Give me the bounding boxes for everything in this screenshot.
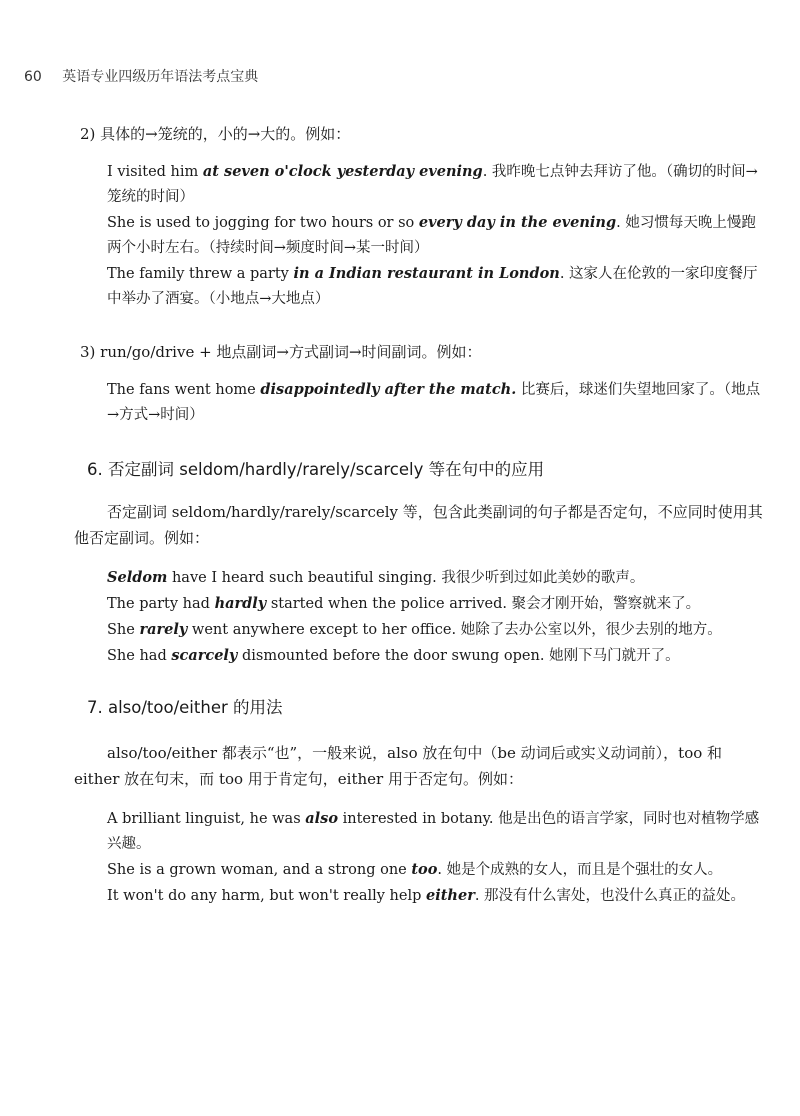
sentence-text: . 我昨晚七点钟去拜访了他。（确切的时间→笼统的时间） — [107, 164, 758, 205]
emphasized-phrase: hardly — [214, 595, 267, 612]
example-sentence — [107, 617, 767, 643]
emphasized-phrase: either — [426, 887, 475, 904]
page-header — [24, 66, 258, 86]
sentence-text: went anywhere except to her office. 她除了去办公室以外，很少去别的地方。 — [187, 622, 722, 638]
sentence-text: . 那没有什么害处，也没什么真正的益处。 — [474, 888, 746, 904]
sentence-text: The family threw a party — [107, 266, 294, 282]
emphasized-phrase: rarely — [139, 621, 188, 638]
section-heading-6: 6. 否定副词 seldom/hardly/rarely/scarcely 等在句中的应用 — [87, 460, 545, 479]
example-block-2 — [107, 159, 767, 312]
example-sentence — [107, 806, 767, 857]
sentence-text: dismounted before the door swung open. 她刚下马门就开了。 — [237, 648, 680, 664]
item-heading-2: 2) 具体的→笼统的，小的→大的。例如： — [80, 125, 351, 143]
sentence-text: It won't do any harm, but won't really help — [107, 888, 426, 904]
section-intro-7 — [74, 740, 766, 792]
example-sentence — [107, 565, 767, 591]
example-sentence — [107, 857, 767, 883]
example-block-6 — [107, 565, 767, 669]
sentence-text: She is used to jogging for two hours or so — [107, 215, 419, 231]
section-intro-6 — [74, 499, 766, 551]
emphasized-phrase: in a Indian restaurant in London — [293, 265, 560, 282]
sentence-text: . 这家人在伦敦的一家印度餐厅中举办了酒宴。（小地点→大地点） — [107, 266, 758, 307]
emphasized-phrase: Seldom — [107, 569, 168, 586]
section-intro-7-text: also/too/either 都表示“也”，一般来说，also 放在句中（be 动词后或实义动词前），too 和 either 放在句末，而 too 用于肯定句，either 用于否定句。例如： — [74, 744, 723, 788]
sentence-text: have I heard such beautiful singing. 我很少听到过如此美妙的歌声。 — [167, 570, 645, 586]
sentence-text: She — [107, 622, 140, 638]
sentence-text: The fans went home — [107, 382, 261, 398]
book-title: 英语专业四级历年语法考点宝典 — [62, 69, 259, 85]
sentence-text: The party had — [107, 596, 215, 612]
item-heading-3: 3) run/go/drive + 地点副词→方式副词→时间副词。例如： — [80, 343, 482, 361]
sentence-text: 比赛后，球迷们失望地回家了。（地点→方式→时间） — [107, 382, 761, 423]
sentence-text: A brilliant linguist, he was — [107, 811, 306, 827]
example-sentence — [107, 643, 767, 669]
example-sentence — [107, 261, 767, 312]
sentence-text: started when the police arrived. 聚会才刚开始，警察就来了。 — [266, 596, 701, 612]
example-block-3 — [107, 377, 767, 428]
sentence-text: . 她习惯每天晚上慢跑两个小时左右。（持续时间→频度时间→某一时间） — [107, 215, 756, 256]
example-sentence — [107, 159, 767, 210]
sentence-text: She had — [107, 648, 172, 664]
emphasized-phrase: every day in the evening — [418, 214, 617, 231]
emphasized-phrase: also — [305, 810, 339, 827]
page-number: 60 — [24, 69, 42, 85]
example-sentence — [107, 210, 767, 261]
sentence-text: interested in botany. 他是出色的语言学家，同时也对植物学感兴趣。 — [107, 811, 760, 852]
sentence-text: I visited him — [107, 164, 203, 180]
example-sentence — [107, 377, 767, 428]
section-heading-7: 7. also/too/either 的用法 — [87, 698, 283, 717]
emphasized-phrase: at seven o'clock yesterday evening — [202, 163, 483, 180]
sentence-text: She is a grown woman, and a strong one — [107, 862, 412, 878]
example-sentence — [107, 591, 767, 617]
emphasized-phrase: too — [411, 861, 438, 878]
emphasized-phrase: scarcely — [171, 647, 238, 664]
sentence-text: . 她是个成熟的女人，而且是个强壮的女人。 — [437, 862, 723, 878]
section-intro-6-text: 否定副词 seldom/hardly/rarely/scarcely 等，包含此类副词的句子都是否定句，不应同时使用其他否定副词。例如： — [74, 503, 763, 547]
emphasized-phrase: disappointedly after the match. — [260, 381, 517, 398]
example-sentence — [107, 883, 767, 909]
example-block-7 — [107, 806, 767, 909]
